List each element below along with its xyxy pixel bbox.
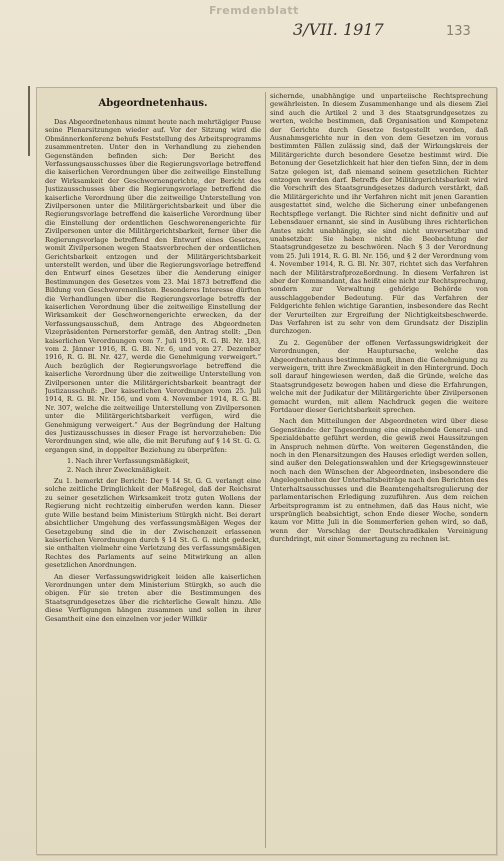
paragraph: Zu 1. bemerkt der Bericht: Der § 14 St. G. G. verlangt eine solche zeitliche Dringlichkeit der Maßregel, daß der Reichsrat zu seiner gesetzlichen Wirksamkeit trotz guten Wollens der Regierung nicht rechtzeitig einberufen werden kann. Dieser gute Wille bestand beim Ministerium Stürgkh nicht. Bei derart absichtlicher Umgehung des verfassungsmäßigen Weges der Gesetzgebung sind die in der Zwischenzeit erlassenen kaiserlichen Verordnungen durch § 14 St. G. G. nicht gedeckt, sie enthalten vielmehr eine Verletzung des verfassungsmäßigen Rechtes des Parlaments auf seine Mitwirkung an allen gesetzlichen Anordnungen. [45, 477, 261, 570]
article-column-left [45, 92, 261, 848]
paragraph: Das Abgeordnetenhaus nimmt heute nach mehrtägiger Pause seine Plenarsitzungen wieder auf. Vor der Sitzung wird die Obmännerkonferenz behufs Feststellung des Arbeitsprogramms zusammentreten. Unter den in Verhandlung zu ziehenden Gegenständen befinden sich: Der Bericht des Verfassungsausschusses über die Regierungsvorlage betreffend die kaiserlichen Verordnungen über die zeitweilige Einstellung der Wirksamkeit der Geschwornengerichte, der Bericht des Justizausschusses über die Regierungsvorlage betreffend die kaiserliche Verordnung über die zeitweilige Unterstellung von Zivilpersonen unter die Militärgerichtsbarkeit und über die Regierungsvorlage betreffend die kaiserliche Verordnung über die Einstellung der ordentlichen Geschworenengerichte für Zivilpersonen unter die Militärgerichtsbarkeit, ferner über die Regierungsvorlage betreffend den Entwurf eines Gesetzes, womit Zivilpersonen wegen Staatsverbrechen der ordentlichen Gerichtsbarkeit entzogen und der Militärgerichtsbarkeit unterstellt werden, und über die Regierungsvorlage betreffend den Entwurf eines Gesetzes über die Aenderung einiger Bestimmungen des Gesetzes vom 23. Mai 1873 betreffend die Bildung von Geschworenenlisten. Besonderes Interesse dürften die Verhandlungen über die Regierungsvorlage betreffs der kaiserlichen Verordnung über die zeitweilige Einstellung der Wirksamkeit der Geschwornengerichte erwecken, da der Verfassungsausschuß, dem Antrage des Abgeordneten Vizepräsidenten Pernerstorfer gemäß, den Antrag stellt: „Den kaiserlichen Verordnungen vom 7. Juli 1915, R. G. Bl. Nr. 183, vom 2. Jänner 1916, R. G. Bl. Nr. 6, und vom 27. Dezember 1916, R. G. Bl. Nr. 427, werde die Genehmigung verweigert.“ Auch bezüglich der Regierungsvorlage betreffend die kaiserliche Verordnung über die zeitweilige Unterstellung von Zivilpersonen unter die Militärgerichtsbarkeit beantragt der Justizausschuß: „Der kaiserlichen Verordnungen vom 25. Juli 1914, R. G. Bl. Nr. 156, und vom 4. November 1914, R. G. Bl. Nr. 307, welche die zeitweilige Unterstellung von Zivilpersonen unter die Militärgerichtsbarkeit verfügen, wird die Genehmigung verweigert.“ Aus der Begründung der Haltung des Justizausschusses in dieser Frage ist hervorzuheben: Die Verordnungen sind, wie alle, die mit Berufung auf § 14 St. G. G. ergangen sind, in doppelter Beziehung zu überprüfen: [45, 118, 261, 454]
newspaper-stamp: Fremdenblatt [209, 4, 299, 17]
archive-number: 133 [446, 24, 471, 39]
paragraph: Nach den Mitteilungen der Abgeordneten wird über diese Gegenstände: der Tagesordnung eine eingehende General- und Spezialdebatte geführt werden, die gewiß zwei Haussitzungen in Anspruch nehmen dürfte. Von weiteren Gegenständen, die noch in den Plenarsitzungen des Hauses erledigt werden sollen, sind außer den Delegationswahlen und der Kriegsgewinnsteuer noch nach den Wünschen der Abgeordneten, insbesondere die Angelegenheiten der Unterhaltsbeiträge nach den Berichten des Unterhaltsausschusses und die Beamtengehaltsregulierung der parlamentarischen Erledigung zuzuführen. Aus dem reichen Arbeitsprogramm ist zu entnehmen, daß das Haus nicht, wie ursprünglich beabsichtigt, schon Ende dieser Woche, sondern kaum vor Mitte Juli in die Sommerferien gehen wird, so daß, wenn der Vorschlag der Deutschradikalen Vereinigung durchdringt, mit einer Sommertagung zu rechnen ist. [270, 417, 488, 544]
paragraph: An dieser Verfassungswidrigkeit leiden alle kaiserlichen Verordnungen unter dem Ministerium Stürgkh, so auch die obigen. Für sie treten aber die Bestimmungen des Staatsgrundgesetzes über die richterliche Gewalt hinzu. Alle diese Verfügungen hängen zusammen und sollen in ihrer Gesamtheit eine den einzelnen vor jeder Willkür [45, 572, 261, 623]
newspaper-clipping [36, 87, 497, 855]
paragraph: Zu 2. Gegenüber der offenen Verfassungswidrigkeit der Verordnungen, der Hauptursache, welche das Abgeordnetenhaus bestimmen muß, ihnen die Genehmigung zu verweigern, tritt ihre Zweckmäßigkeit in den Hintergrund. Doch soll darauf hingewiesen werden, daß die Gründe, welche das Staatsgrundgesetz bewogen haben und diese die Erfahrungen, welche mit der Judikatur der Militärgerichte über Zivilpersonen gemacht wurden, mit allem Nachdruck gegen die weitere Fortdauer dieser Gerichtsbarkeit sprechen. [270, 338, 488, 415]
handwritten-date: 3/VII. 1917 [293, 20, 384, 39]
list-item: 1. Nach ihrer Verfassungsmäßigkeit, [67, 457, 190, 466]
list-item: 2. Nach ihrer Zweckmäßigkeit. [67, 465, 172, 474]
paragraph: sichernde, unabhängige und unparteiische Rechtsprechung gewährleisten. In diesem Zusammenhange und als diesem Ziel sind auch die Artikel 2 und 3 des Staatsgrundgesetzes zu werten, welche bestimmen, daß Organisation und Kompetenz der Gerichte durch Gesetze festgestellt werden, daß Ausnahmsgerichte nur in den von dem Gesetzen im voraus bestimmten Fällen zulässig sind, daß der Wirkungskreis der Militärgerichte durch besondere Gesetze bestimmt wird. Die Betonung der Gesetzlichkeit hat hier den tiefen Sinn, der in dem Satze gelegen ist, daß niemand seinem gesetzlichen Richter entzogen werden darf. Betreffs der Militärgerichtsbarkeit wird die Vorschrift des Staatsgrundgesetzes dadurch verstärkt, daß die Militärgerichte und ihr Verfahren nicht mit jenen Garantien ausgestattet sind, welche die Sicherung einer unbefangenen Rechtspflege verlangt. Die Richter sind nicht definitiv und auf Lebensdauer ernannt, sie sind in Ausübung ihres richterlichen Amtes nicht unabhängig, sie sind nicht unversetzbar und unabsetzbar. Sie haben nicht die Beobachtung der Staatsgrundgesetze zu beschwören. Nach § 3 der Verordnung vom 25. Juli 1914, R. G. Bl. Nr. 156, und § 2 der Verordnung vom 4. November 1914, R. G. Bl. Nr. 307, richtet sich das Verfahren nach der Militärstrafprozeßordnung. In diesem Verfahren ist aber der Kommandant, das heißt eine nicht zur Rechtsprechung, sondern zur Verwaltung gehörige Behörde von ausschlaggebender Bedeutung. Für das Verfahren der Feldgerichte fehlen wichtige Garantien, insbesondere das Recht der Verurteilten zur Ergreifung der Nichtigkeitsbeschwerde. Das Verfahren ist zu sehr von dem Grundsatz der Disziplin durchzogen. [270, 92, 488, 336]
criteria-list [45, 457, 261, 474]
column-divider [265, 92, 266, 848]
article-column-right [270, 92, 488, 848]
article-title: Abgeordnetenhaus. [98, 98, 208, 109]
